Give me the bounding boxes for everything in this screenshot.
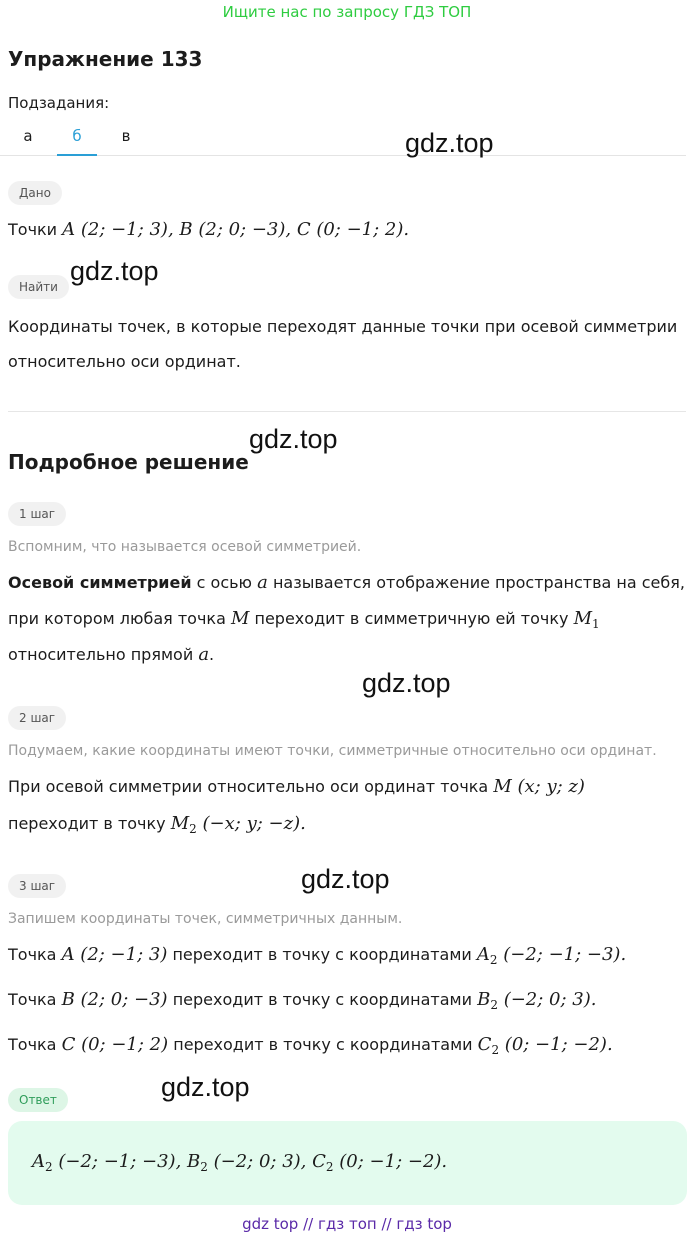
find-line-2: относительно оси ординат. (8, 352, 241, 371)
step-3-hint: Запишем координаты точек, симметричных данным. (8, 911, 403, 927)
answer-box (8, 1121, 687, 1205)
step-1-badge: 1 шаг (8, 502, 66, 526)
watermark: gdz.top (301, 864, 390, 894)
step-1-hint: Вспомним, что называется осевой симметрией. (8, 539, 362, 555)
math-M2: M (170, 813, 190, 834)
subtasks-label: Подзадания: (8, 94, 110, 112)
watermark: gdz.top (405, 128, 494, 158)
math-point: B (187, 1151, 201, 1172)
math-point: A (2; −1; 3) (61, 944, 168, 965)
find-badge: Найти (8, 275, 69, 299)
math-coords: (−2; −1; −3), (52, 1151, 188, 1172)
text-span: При осевой симметрии относительно оси ординат точка (8, 777, 489, 796)
subscript: 2 (489, 953, 498, 968)
math-coords: (0; −1; −2). (333, 1151, 448, 1172)
math-point: B (477, 989, 491, 1010)
var-M: M (230, 608, 250, 629)
math-point: B (2; 0; −3) (61, 989, 168, 1010)
step-2-line-2 (8, 807, 688, 846)
step-1-line-1 (8, 566, 688, 600)
step-1-line-2 (8, 602, 688, 641)
watermark: gdz.top (249, 424, 338, 454)
step-1-line-3 (8, 638, 688, 672)
math-coords: (−2; −1; −3). (497, 944, 627, 965)
math-coords: (0; −1; −2). (499, 1034, 613, 1055)
subscript: 1 (592, 617, 600, 632)
var-M1: M (573, 608, 592, 629)
solution-title: Подробное решение (8, 450, 249, 474)
text-span: переходит в точку (8, 814, 166, 833)
math-coords: (−2; 0; 3), (207, 1151, 313, 1172)
step-3-badge: 3 шаг (8, 874, 66, 898)
divider (8, 411, 686, 412)
subscript: 2 (325, 1160, 334, 1175)
math-coords: (−2; 0; 3). (497, 989, 597, 1010)
math-point: C (0; −1; 2) (61, 1034, 169, 1055)
subscript: 2 (491, 1043, 500, 1058)
watermark: gdz.top (161, 1072, 250, 1102)
step-2-badge: 2 шаг (8, 706, 66, 730)
term-bold: Осевой симметрией (8, 573, 192, 592)
subscript: 2 (490, 998, 498, 1013)
text-span: относительно прямой (8, 645, 194, 664)
watermark: gdz.top (70, 256, 159, 286)
text-span: переходит в точку с координатами (172, 945, 472, 964)
answer-badge: Ответ (8, 1088, 68, 1112)
text-span: с осью (196, 573, 253, 592)
subscript: 2 (200, 1160, 208, 1175)
given-math: A (2; −1; 3), B (2; 0; −3), C (0; −1; 2). (62, 219, 410, 240)
step-2-hint: Подумаем, какие координаты имеют точки, симметричные относительно оси ординат. (8, 743, 657, 759)
text-span: переходит в точку с координатами (173, 1035, 473, 1054)
var-a: a (198, 644, 210, 665)
watermark: gdz.top (362, 668, 451, 698)
math-point: C (312, 1151, 326, 1172)
text-span: Точка (8, 990, 57, 1009)
step-3-row (8, 938, 688, 977)
step-3-row (8, 1028, 688, 1067)
answer-text (32, 1145, 447, 1184)
subscript: 2 (45, 1160, 53, 1175)
math-M: M (x; y; z) (493, 776, 585, 797)
subtask-tabs (0, 120, 686, 156)
step-3-row (8, 983, 688, 1022)
tab-v[interactable]: в (121, 127, 131, 145)
tab-a[interactable]: а (23, 127, 33, 145)
search-banner[interactable]: Ищите нас по запросу ГДЗ ТОП (222, 3, 472, 21)
given-prefix: Точки (8, 220, 58, 239)
bottom-links[interactable]: gdz top // гдз топ // гдз top (242, 1215, 452, 1233)
text-span: переходит в симметричную ей точку (254, 609, 569, 628)
given-text (8, 213, 688, 247)
math-point: C (477, 1034, 492, 1055)
find-line-1: Координаты точек, в которые переходят данные точки при осевой симметрии (8, 317, 678, 336)
text-span: переходит в точку с координатами (172, 990, 473, 1009)
step-2-line-1 (8, 770, 688, 804)
text-span: Точка (8, 1035, 57, 1054)
tab-b[interactable]: б (57, 120, 97, 156)
text-span: . (209, 645, 215, 664)
text-span: Точка (8, 945, 57, 964)
page-title: Упражнение 133 (8, 47, 203, 71)
math-point: A (32, 1151, 45, 1172)
var-a: a (257, 572, 268, 593)
math-point: A (476, 944, 490, 965)
given-badge: Дано (8, 181, 62, 205)
text-span: при котором любая точка (8, 609, 226, 628)
math-M2-coords: (−x; y; −z). (196, 813, 306, 834)
subscript: 2 (189, 822, 197, 837)
text-span: называется отображение пространства на себя, (272, 573, 685, 592)
